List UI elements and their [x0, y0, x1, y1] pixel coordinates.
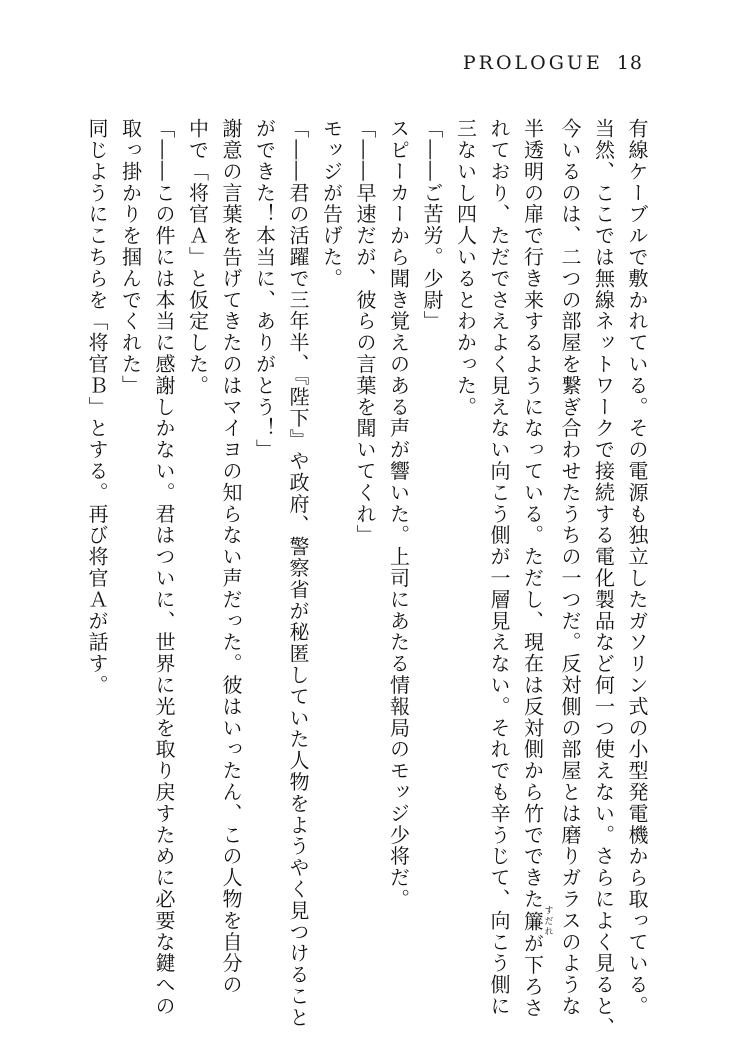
vertical-text-body — [85, 118, 653, 1038]
text-line: 「――君の活躍で三年半、『陛下』や政府、警察省が秘匿していた人物をようやく見つけること — [286, 118, 310, 1029]
text-line: モッジが告げた。 — [319, 118, 344, 290]
text-line: 当然、ここでは無線ネットワークで接続する電化製品など何一つ使えない。さらによく見ると、 — [591, 118, 616, 1038]
page-number: 18 — [616, 52, 643, 74]
text-line: 中で「将官Ａ」と仮定した。 — [185, 118, 210, 397]
text-line: 同じようにこちらを「将官Ｂ」とする。再び将官Ａが話す。 — [85, 118, 109, 696]
text-line: スピーカーから聞き覚えのある声が響いた。上司にあたる情報局のモッジ少将だ。 — [386, 118, 411, 910]
ruby-annotation: 簾すだれ — [520, 905, 553, 938]
text-line: 三ないし四人いるとわかった。 — [453, 118, 478, 418]
text-line: 「――早速だが、彼らの言葉を聞いてくれ」 — [353, 118, 377, 546]
ruby-reading: すだれ — [542, 905, 553, 938]
text-line: 「――ご苦労。少尉」 — [420, 118, 444, 332]
text-line: 半透明の扉で行き来するようになっている。ただし、現在は反対側から竹でできた簾すだれが下ろさ — [520, 118, 553, 1019]
text-line: 取っ掛かりを掴んでくれた」 — [118, 118, 143, 397]
running-header — [463, 52, 643, 74]
text-line: 有線ケーブルで敷かれている。その電源も独立したガソリン式の小型発電機から取っている。 — [625, 118, 649, 1017]
section-title: PROLOGUE — [462, 52, 603, 74]
text-line: れており、ただでさえよく見えない向こう側が一層見えない。それでも辛うじて、向こう側に — [487, 118, 511, 1017]
text-line: 謝意の言葉を告げてきたのはマイヨの知らない声だった。彼はいったん、この人物を自分の — [219, 118, 243, 996]
text-line: 「――この件には本当に感謝しかない。君はついに、世界に光を取り戻すために必要な鍵への — [152, 118, 176, 1017]
text-line: ができた！本当に、ありがとう！」 — [252, 118, 277, 461]
text-line: 今いるのは、二つの部屋を繋ぎ合わせたうちの一つだ。反対側の部屋とは磨りガラスのような — [558, 118, 582, 1017]
